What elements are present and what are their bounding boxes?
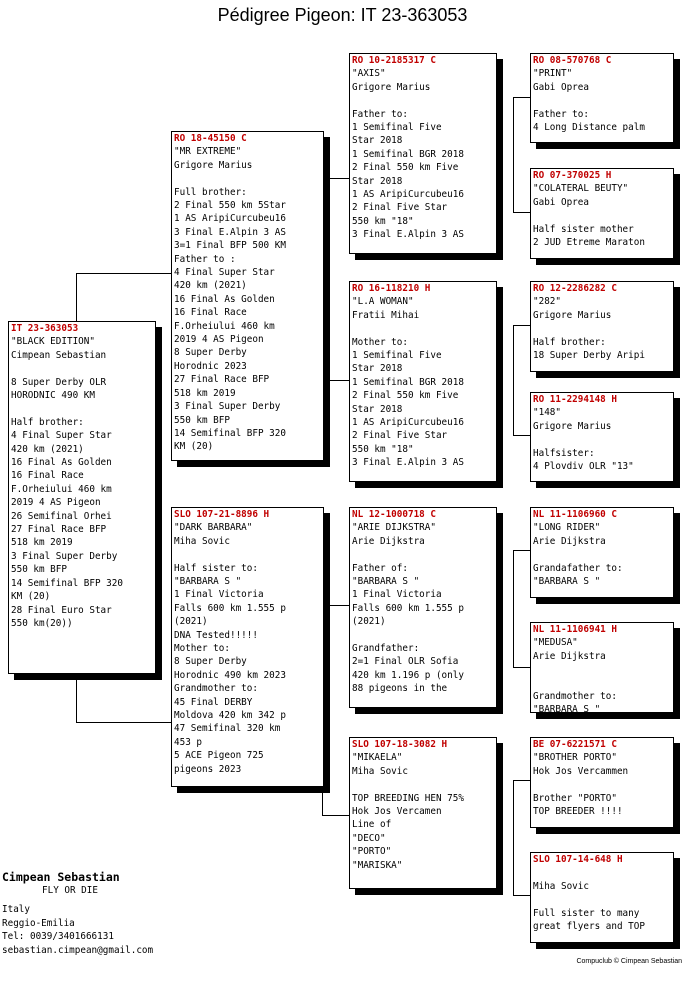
connector-line	[76, 273, 77, 321]
connector-line	[322, 178, 349, 179]
pigeon-name	[531, 866, 673, 879]
great-grandparent-card-6[interactable]	[530, 622, 674, 713]
pigeon-name: "MIKAELA"	[352, 752, 403, 764]
pigeon-info: Half sister mother 2 JUD Etreme Maraton	[533, 223, 645, 249]
connector-line	[513, 212, 530, 213]
pigeon-owner: Fratii Mihai	[352, 309, 420, 321]
connector-line	[513, 550, 530, 551]
great-grandparent-card-8[interactable]	[530, 852, 674, 943]
connector-line	[76, 273, 171, 274]
pigeon-info: Grandmother to: "BARBARA S "	[533, 691, 617, 713]
pigeon-info: Half sister to: "BARBARA S " 1 Final Victoria Falls 600 km 1.555 p (2021) DNA Tested!!!!! Mother to: 8 Super Derby Horodnic 490 km 2023 Grandmother to: 45 Final DERBY Moldova 420 km 342 p 47 Semifinal 320 km 453 p 5 ACE Pigeon 725 pigeons 2023	[174, 562, 286, 775]
pigeon-name: "282"	[533, 296, 561, 308]
subject-pigeon-card[interactable]	[8, 321, 156, 674]
pigeon-info: Father of: "BARBARA S " 1 Final Victoria Falls 600 km 1.555 p (2021) Grandfather: 2=1 Final OLR Sofia 420 km 1.196 p (only 88 pigeons in the	[352, 562, 464, 695]
ring-number: NL 11-1106941 H	[533, 624, 617, 635]
ring-number: RO 07-370025 H	[533, 170, 612, 181]
great-grandparent-card-2[interactable]	[530, 168, 674, 259]
connector-line	[322, 605, 349, 606]
connector-line	[513, 895, 530, 896]
pigeon-owner: Miha Sovic	[352, 765, 408, 777]
pigeon-owner: Grigore Marius	[533, 420, 612, 432]
pigeon-info: Full sister to many great flyers and TOP	[533, 907, 645, 932]
pigeon-info: Halfsister: 4 Plovdiv OLR "13"	[533, 447, 634, 473]
pigeon-info: Half brother: 18 Super Derby Aripi	[533, 336, 645, 362]
pigeon-owner: Gabi Oprea	[533, 81, 589, 93]
father-card[interactable]	[171, 131, 324, 461]
great-grandparent-card-3[interactable]	[530, 281, 674, 372]
mother-card[interactable]	[171, 507, 324, 787]
pigeon-owner: Grigore Marius	[174, 159, 253, 171]
pigeon-owner: Arie Dijkstra	[533, 535, 606, 547]
ring-number: RO 16-118210 H	[352, 283, 431, 294]
pigeon-name: "MEDUSA"	[533, 637, 578, 649]
ring-number: BE 07-6221571 C	[533, 739, 617, 750]
pigeon-name: "LONG RIDER"	[533, 522, 601, 534]
pigeon-owner: Miha Sovic	[174, 535, 230, 547]
connector-line	[513, 667, 530, 668]
breeder-phone: Tel: 0039/3401666131	[2, 931, 114, 943]
ring-number: RO 10-2185317 C	[352, 55, 436, 66]
pigeon-info: TOP BREEDING HEN 75% Hok Jos Vercamen Line of "DECO" "PORTO" "MARISKA"	[352, 792, 464, 871]
paternal-grandmother-card[interactable]	[349, 281, 497, 482]
pigeon-name: "DARK BARBARA"	[174, 522, 253, 534]
pigeon-info: Full brother: 2 Final 550 km 5Star 1 AS AripiCurcubeu16 3 Final E.Alpin 3 AS 3=1 Final BFP 500 KM Father to : 4 Final Super Star 420 km (2021) 16 Final As Golden 16 Final Race F.Orheiului 460 km 2019 4 AS Pigeon 8 Super Derby Horodnic 2023 27 Final Race BFP 518 km 2019 3 Final Super Derby 550 km BFP 14 Semifinal BFP 320 KM (20)	[174, 186, 286, 453]
breeder-motto: FLY OR DIE	[42, 885, 98, 896]
ring-number: IT 23-363053	[11, 323, 79, 334]
pigeon-info: 8 Super Derby OLR HORODNIC 490 KM Half brother: 4 Final Super Star 420 km (2021) 16 Final As Golden 16 Final Race F.Orheiului 460 km 2019 4 AS Pigeon 26 Semifinal Orhei 27 Final Race BFP 518 km 2019 3 Final Super Derby 550 km BFP 14 Semifinal BFP 320 KM (20) 28 Final Euro Star 550 km(20))	[11, 376, 123, 629]
pigeon-name: "PRINT"	[533, 68, 573, 80]
pigeon-info: Grandafather to: "BARBARA S "	[533, 562, 623, 588]
footer-credit: Compuclub © Cimpean Sebastian	[576, 958, 682, 965]
ring-number: NL 11-1106960 C	[533, 509, 617, 520]
pigeon-name: "AXIS"	[352, 68, 386, 80]
ring-number: SLO 107-21-8896 H	[174, 509, 270, 520]
pigeon-name: "148"	[533, 407, 561, 419]
maternal-grandfather-card[interactable]	[349, 507, 497, 708]
breeder-city: Reggio-Emilia	[2, 917, 75, 929]
ring-number: SLO 107-14-648 H	[533, 854, 623, 865]
maternal-grandmother-card[interactable]	[349, 737, 497, 889]
pigeon-info: Father to: 4 Long Distance palm	[533, 108, 645, 134]
pigeon-name: "ARIE DIJKSTRA"	[352, 522, 436, 534]
connector-line	[513, 780, 514, 895]
pigeon-info: Father to: 1 Semifinal Five Star 2018 1 Semifinal BGR 2018 2 Final 550 km Five Star 2018 1 AS AripiCurcubeu16 2 Final Five Star 550 km "18" 3 Final E.Alpin 3 AS	[352, 108, 464, 241]
connector-line	[513, 325, 530, 326]
page-title: Pédigree Pigeon: IT 23-363053	[217, 5, 468, 25]
connector-line	[322, 380, 349, 381]
pigeon-owner: Cimpean Sebastian	[11, 349, 107, 361]
ring-number: SLO 107-18-3082 H	[352, 739, 448, 750]
connector-line	[513, 435, 530, 436]
ring-number: RO 18-45150 C	[174, 133, 247, 144]
connector-line	[513, 97, 530, 98]
breeder-info	[2, 870, 153, 957]
great-grandparent-card-7[interactable]	[530, 737, 674, 828]
pigeon-name: "BLACK EDITION"	[11, 336, 95, 348]
connector-line	[513, 97, 514, 212]
breeder-country: Italy	[2, 904, 30, 916]
pigeon-name: "BROTHER PORTO"	[533, 752, 617, 764]
pigeon-owner: Grigore Marius	[533, 309, 612, 321]
ring-number: RO 08-570768 C	[533, 55, 612, 66]
breeder-email[interactable]: sebastian.cimpean@gmail.com	[2, 944, 154, 956]
pigeon-info: Mother to: 1 Semifinal Five Star 2018 1 Semifinal BGR 2018 2 Final 550 km Five Star 2018 1 AS AripiCurcubeu16 2 Final Five Star 550 km "18" 3 Final E.Alpin 3 AS	[352, 336, 464, 469]
connector-line	[513, 325, 514, 435]
pigeon-name: "L.A WOMAN"	[352, 296, 414, 308]
great-grandparent-card-4[interactable]	[530, 392, 674, 482]
pigeon-name: "MR EXTREME"	[174, 146, 242, 158]
pigeon-owner: Arie Dijkstra	[533, 650, 606, 662]
paternal-grandfather-card[interactable]	[349, 53, 497, 254]
pigeon-name: "COLATERAL BEUTY"	[533, 183, 629, 195]
great-grandparent-card-5[interactable]	[530, 507, 674, 598]
pigeon-owner: Hok Jos Vercammen	[533, 765, 629, 777]
connector-line	[322, 815, 349, 816]
ring-number: RO 11-2294148 H	[533, 394, 617, 405]
connector-line	[513, 550, 514, 667]
pigeon-owner: Grigore Marius	[352, 81, 431, 93]
ring-number: RO 12-2286282 C	[533, 283, 617, 294]
pigeon-owner: Arie Dijkstra	[352, 535, 425, 547]
great-grandparent-card-1[interactable]	[530, 53, 674, 143]
pigeon-owner: Miha Sovic	[533, 880, 589, 892]
connector-line	[76, 722, 171, 723]
pigeon-info: Brother "PORTO" TOP BREEDER !!!!	[533, 792, 623, 818]
pigeon-owner: Gabi Oprea	[533, 196, 589, 208]
ring-number: NL 12-1000718 C	[352, 509, 436, 520]
connector-line	[513, 780, 530, 781]
connector-line	[76, 672, 77, 722]
breeder-name: Cimpean Sebastian	[2, 870, 120, 884]
